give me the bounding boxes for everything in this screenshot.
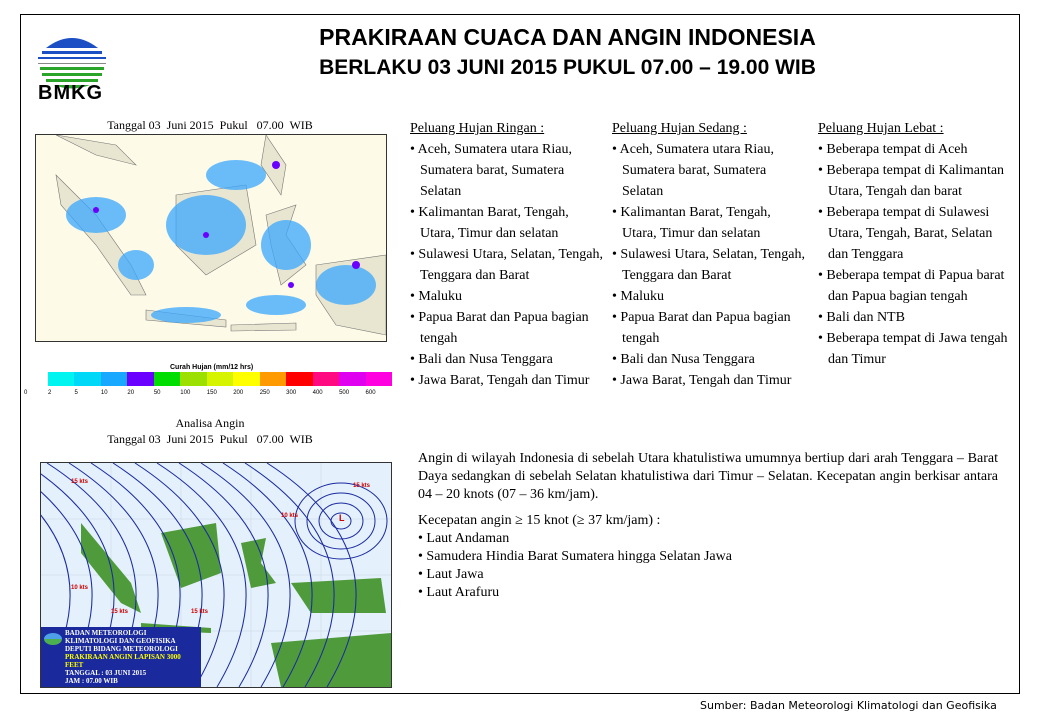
wind-speed-label: 15 kts <box>191 609 209 615</box>
rain-map <box>35 134 387 342</box>
forecast-item: • Beberapa tempat di Kalimantan Utara, Tengah dan barat <box>818 160 1013 202</box>
forecast-item: • Sulawesi Utara, Selatan, Tengah, Tenggara dan Barat <box>612 244 807 286</box>
forecast-item: • Bali dan NTB <box>818 307 1013 328</box>
colorbar-swatch <box>154 372 180 386</box>
forecast-item: • Maluku <box>612 286 807 307</box>
strong-wind-area: • Laut Arafuru <box>418 584 998 602</box>
colorbar-tick-label: 50 <box>153 390 161 396</box>
colorbar-tick-label: 150 <box>206 390 217 396</box>
wind-speed-label: 10 kts <box>281 513 299 519</box>
colorbar-swatch <box>233 372 259 386</box>
wind-map <box>40 462 392 688</box>
forecast-moderate-rain <box>612 118 807 391</box>
colorbar-swatch <box>366 372 392 386</box>
colorbar-tick-label: 600 <box>365 390 376 396</box>
forecast-item: • Bali dan Nusa Tenggara <box>612 349 807 370</box>
forecast-item: • Papua Barat dan Papua bagian tengah <box>612 307 807 349</box>
colorbar-swatch <box>286 372 312 386</box>
colorbar-tick-label: 0 <box>24 390 28 396</box>
low-pressure-label: L <box>339 513 345 523</box>
forecast-heading: Peluang Hujan Sedang : <box>612 121 747 136</box>
colorbar-swatch <box>48 372 74 386</box>
forecast-item: • Maluku <box>410 286 605 307</box>
forecast-item: • Beberapa tempat di Sulawesi Utara, Tengah, Barat, Selatan dan Tenggara <box>818 202 1013 265</box>
wind-speed-label: 15 kts <box>71 479 89 485</box>
wind-speed-label: 10 kts <box>71 585 89 591</box>
logo-text: BMKG <box>38 82 104 104</box>
colorbar-tick-label: 300 <box>286 390 297 396</box>
page-title: PRAKIRAAN CUACA DAN ANGIN INDONESIA <box>319 24 816 50</box>
colorbar-swatch <box>207 372 233 386</box>
colorbar-tick-label: 500 <box>339 390 350 396</box>
colorbar-swatch <box>180 372 206 386</box>
strong-wind-area: • Samudera Hindia Barat Sumatera hingga Selatan Jawa <box>418 548 998 566</box>
wind-map-inset <box>41 627 201 687</box>
inset-line: BADAN METEOROLOGI KLIMATOLOGI DAN GEOFISIKA <box>65 629 176 645</box>
forecast-item: • Aceh, Sumatera utara Riau, Sumatera barat, Sumatera Selatan <box>410 139 605 202</box>
inset-line: DEPUTI BIDANG METEOROLOGI <box>65 645 178 653</box>
forecast-item: • Beberapa tempat di Jawa tengah dan Timur <box>818 328 1013 370</box>
colorbar-swatch <box>313 372 339 386</box>
wind-map-caption: Analisa Angin <box>175 416 245 430</box>
strong-wind-heading: Kecepatan angin ≥ 15 knot (≥ 37 km/jam) : <box>418 513 661 528</box>
source-footer: Sumber: Badan Meteorologi Klimatologi dan Geofisika <box>700 699 997 712</box>
colorbar-swatch <box>101 372 127 386</box>
colorbar-tick-label: 10 <box>100 390 108 396</box>
forecast-item: • Papua Barat dan Papua bagian tengah <box>410 307 605 349</box>
forecast-item: • Jawa Barat, Tengah dan Timur <box>612 370 807 391</box>
forecast-item: • Kalimantan Barat, Tengah, Utara, Timur dan selatan <box>410 202 605 244</box>
wind-map-date: Tanggal 03 Juni 2015 Pukul 07.00 WIB <box>107 432 313 446</box>
forecast-item: • Sulawesi Utara, Selatan, Tengah, Tenggara dan Barat <box>410 244 605 286</box>
colorbar-tick-label: 200 <box>233 390 244 396</box>
forecast-light-rain <box>410 118 605 391</box>
strong-wind-area: • Laut Andaman <box>418 530 998 548</box>
forecast-heavy-rain <box>818 118 1013 370</box>
forecast-item: • Beberapa tempat di Papua barat dan Papua bagian tengah <box>818 265 1013 307</box>
bmkg-logo-icon <box>44 633 62 645</box>
colorbar-swatch <box>127 372 153 386</box>
forecast-heading: Peluang Hujan Lebat : <box>818 121 944 136</box>
colorbar-tick-label: 5 <box>74 390 78 396</box>
rain-colorbar <box>48 372 392 386</box>
wind-speed-label: 15 kts <box>111 609 129 615</box>
forecast-item: • Kalimantan Barat, Tengah, Utara, Timur dan selatan <box>612 202 807 244</box>
colorbar-swatch <box>260 372 286 386</box>
forecast-item: • Bali dan Nusa Tenggara <box>410 349 605 370</box>
forecast-item: • Jawa Barat, Tengah dan Timur <box>410 370 605 391</box>
colorbar-swatch <box>339 372 365 386</box>
rain-map-caption: Tanggal 03 Juni 2015 Pukul 07.00 WIB <box>107 118 313 132</box>
rain-map-image <box>36 135 386 341</box>
inset-line: PRAKIRAAN ANGIN LAPISAN 3000 FEET <box>65 653 181 669</box>
colorbar-swatch <box>74 372 100 386</box>
rain-legend-title: Curah Hujan (mm/12 hrs) <box>170 364 254 371</box>
page-subtitle: BERLAKU 03 JUNI 2015 PUKUL 07.00 – 19.00 WIB <box>319 56 816 79</box>
forecast-item: • Beberapa tempat di Aceh <box>818 139 1013 160</box>
colorbar-tick-label: 400 <box>312 390 323 396</box>
colorbar-tick-label: 100 <box>180 390 191 396</box>
wind-paragraph: Angin di wilayah Indonesia di sebelah Utara khatulistiwa umumnya bertiup dari arah Tenggara – Barat Daya sedangkan di sebelah Selatan khatulistiwa dari Timur – Selatan. Kecepatan angin berkisar antara 04 – 20 knots (07 – 36 km/jam). <box>418 451 998 502</box>
forecast-heading: Peluang Hujan Ringan : <box>410 121 545 136</box>
inset-line: TANGGAL : 03 JUNI 2015 <box>65 669 147 677</box>
colorbar-tick-label: 2 <box>48 390 52 396</box>
strong-wind-area: • Laut Jawa <box>418 566 998 584</box>
wind-speed-label: 15 kts <box>353 483 371 489</box>
colorbar-tick-label: 250 <box>259 390 270 396</box>
inset-line: JAM : 07.00 WIB <box>65 677 118 685</box>
colorbar-tick-label: 20 <box>127 390 135 396</box>
wind-description <box>418 450 998 602</box>
forecast-item: • Aceh, Sumatera utara Riau, Sumatera barat, Sumatera Selatan <box>612 139 807 202</box>
